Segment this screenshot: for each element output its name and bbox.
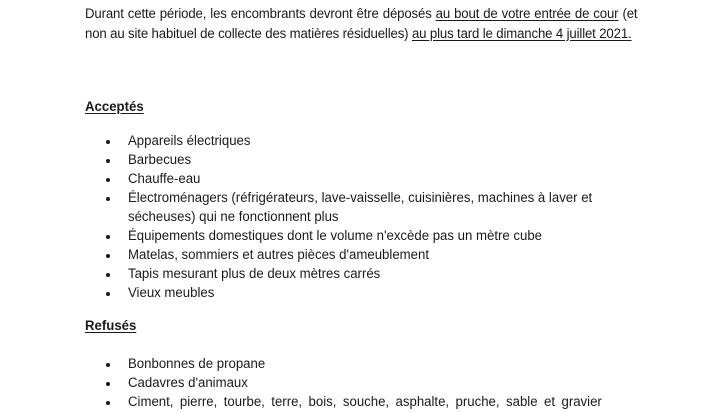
bullet-icon: [106, 382, 110, 386]
list-item: Ciment, pierre, tourbe, terre, bois, souche, asphalte, pruche, sable et gravier: [0, 393, 720, 412]
bullet-icon: [106, 401, 110, 405]
intro-underline-location: au bout de votre entrée de cour: [435, 6, 619, 22]
list-item: Barbecues: [0, 151, 720, 170]
bullet-icon: [106, 254, 110, 258]
bullet-icon: [106, 197, 110, 201]
bullet-icon: [106, 159, 110, 163]
accepted-list: [0, 132, 720, 303]
intro-paragraph: [85, 5, 637, 44]
intro-text-1: Durant cette période, les encombrants devront être déposés: [85, 6, 436, 22]
list-item: Tapis mesurant plus de deux mètres carrés: [0, 265, 720, 284]
list-item: Matelas, sommiers et autres pièces d'ameublement: [0, 246, 720, 265]
intro-underline-deadline: au plus tard le dimanche 4 juillet 2021.: [411, 25, 632, 42]
bullet-icon: [106, 292, 110, 296]
list-item: Électroménagers (réfrigérateurs, lave-vaisselle, cuisinières, machines à laver et sécheuses) qui ne fonctionnent plus: [0, 189, 720, 227]
refused-list: [0, 355, 720, 412]
list-item: Équipements domestiques dont le volume n'excède pas un mètre cube: [0, 227, 720, 246]
list-item: Chauffe-eau: [0, 170, 720, 189]
refused-heading: Refusés: [85, 318, 137, 334]
bullet-icon: [106, 235, 110, 239]
bullet-icon: [106, 178, 110, 182]
list-item: Vieux meubles: [0, 284, 720, 303]
list-item: Bonbonnes de propane: [0, 355, 720, 374]
list-item: Cadavres d'animaux: [0, 374, 720, 393]
bullet-icon: [106, 273, 110, 277]
bullet-icon: [106, 140, 110, 144]
list-item: Appareils électriques: [0, 132, 720, 151]
accepted-heading: Acceptés: [85, 99, 144, 115]
bullet-icon: [106, 363, 110, 367]
intro-text-2: (et non au site habituel de collecte des matières résiduelles): [85, 6, 638, 42]
